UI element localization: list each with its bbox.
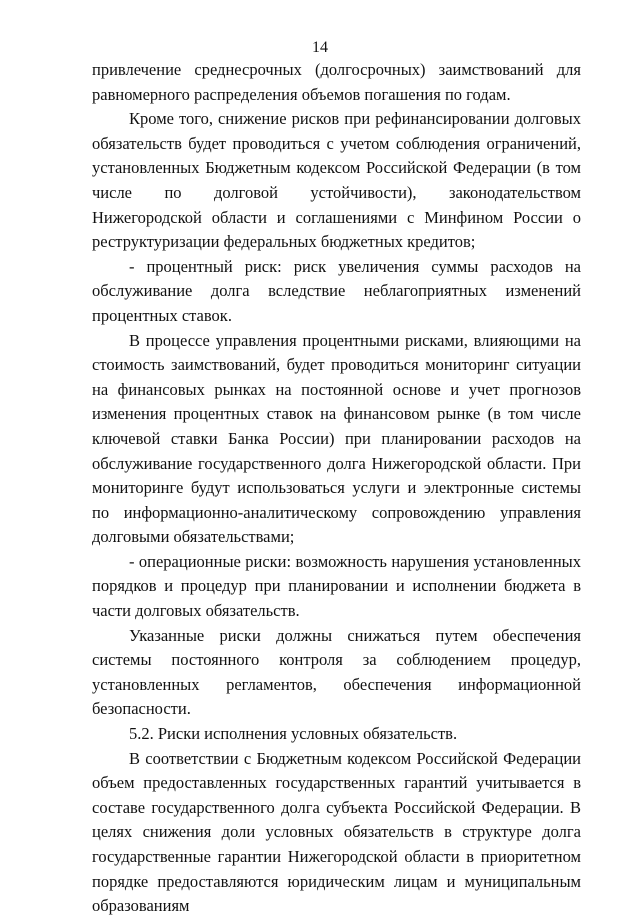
page-number: 14 xyxy=(312,39,328,56)
paragraph-operational-risk: - операционные риски: возможность нарушения установленных порядков и процедур при планировании и исполнении бюджета в части долговых обязательств. xyxy=(92,551,581,621)
paragraph-continuation: привлечение среднесрочных (долгосрочных) заимствований для равномерного распределения объемов погашения по годам. xyxy=(92,60,581,104)
paragraph-interest-rate-risk: - процентный риск: риск увеличения суммы расходов на обслуживание долга вследствие неблагоприятных изменений процентных ставок. xyxy=(92,256,581,325)
paragraph-refinancing-risk: Кроме того, снижение рисков при рефинансировании долговых обязательств будет проводиться с учетом соблюдения ограничений, установленных Бюджетным кодексом Российской Федерации (в том числе по долговой устойчивости), законодательством Нижегородской области и соглашениями с Минфином России о реструктуризации федеральных бюджетных кредитов; xyxy=(92,109,581,252)
paragraph-contingent-liabilities: В соответствии с Бюджетным кодексом Российской Федерации объем предоставленных государственных гарантий учитывается в составе государственного долга субъекта Российской Федерации. В целях снижения доли условных обязательств в структуре долга государственные гарантии Нижегородской области в приоритетном порядке предоставляются юридическим лицам и муниципальным образованиям xyxy=(92,748,581,916)
document-body xyxy=(92,58,581,919)
paragraph-risk-mitigation: Указанные риски должны снижаться путем обеспечения системы постоянного контроля за соблюдением процедур, установленных регламентов, обеспечения информационной безопасности. xyxy=(92,625,581,719)
paragraph-interest-rate-management: В процессе управления процентными рисками, влияющими на стоимость заимствований, будет проводиться мониторинг ситуации на финансовых рынках на постоянной основе и учет прогнозов изменения процентных ставок на финансовом рынке (в том числе ключевой ставки Банка России) при планировании расходов на обслуживание государственного долга Нижегородской области. При мониторинге будут использоваться услуги и электронные системы по информационно-аналитическому сопровождению управления долговыми обязательствами; xyxy=(92,330,581,547)
section-heading-5-2: 5.2. Риски исполнения условных обязательств. xyxy=(129,724,458,744)
